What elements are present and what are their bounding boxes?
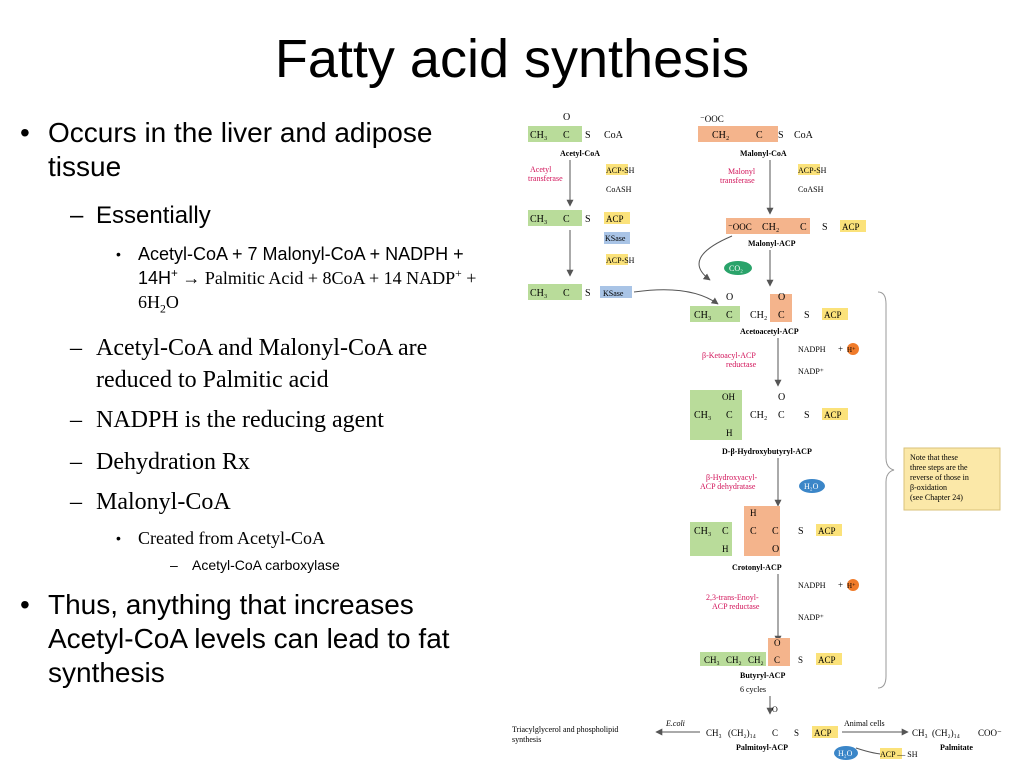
acetoacetyl-acp-label: Acetoacetyl-ACP [740,327,799,336]
c-label: C [726,410,733,421]
dash-marker: – [70,449,82,475]
note-line: three steps are the [910,463,968,472]
palmitoyl-acp-label: Palmitoyl-ACP [736,743,788,752]
s-label: S [798,526,804,537]
equation-part4: O [165,292,179,312]
butyryl-acp-label: Butyryl-ACP [740,671,786,680]
c-label: C [722,526,729,537]
ch2-label: CH₂ [750,410,768,421]
malonyl-transferase-label: Malonyl [728,167,756,176]
e-coli-label: E.coli [666,719,685,728]
sub-malonyl [70,486,486,518]
ch2-label: CH₂ [750,310,768,321]
sub-dehydration-text: Dehydration Rx [96,449,250,475]
h-plus-label: H⁺ [847,346,856,354]
dash-marker: – [70,335,82,361]
bullet-liver [20,116,478,184]
o-label: O [772,705,778,714]
coa-label: CoA [794,130,813,141]
ch3-label: CH₃ [530,214,548,225]
crotonyl-acp-structure [690,506,842,572]
acetyl-coa-structure [528,112,624,158]
animal-cells-label: Animal cells [844,719,885,728]
sub-essentially-text: Essentially [96,202,211,229]
bullet-marker: • [20,589,30,620]
c-label: C [778,310,785,321]
s-label: S [794,728,800,738]
c-label: C [563,214,570,225]
palmitate-label: Palmitate [940,743,973,752]
ch2-14-label: (CH₂)₁₄ [728,728,756,738]
sub-reduced-text: Acetyl-CoA and Malonyl-CoA are reduced to Palmitic acid [96,335,428,393]
dash-marker: – [70,489,82,515]
bullet-liver-text: Occurs in the liver and adipose tissue [48,117,433,182]
o-label: O [563,112,571,123]
c-label: C [800,222,807,233]
nadp-plus-label: NADP⁺ [798,613,825,622]
hydroxyacyl-dehydratase-label2: ACP dehydratase [700,482,756,491]
h-label: H [750,508,757,518]
acetyl-ksase-structure [528,284,632,300]
h2o-label: H₂O [804,482,819,491]
six-cycles-label: 6 cycles [740,685,766,694]
co2-label: CO₂ [729,264,743,273]
nadph-label: NADPH [798,345,826,354]
malonyl-coa-label: Malonyl-CoA [740,149,787,158]
ch2-14-label: (CH₂)₁₄ [932,728,960,738]
h2o-label: H₂O [838,749,853,758]
sub-essentially [70,200,486,232]
hydroxyacyl-dehydratase-label: β-Hydroxyacyl- [706,473,758,482]
hydroxybutyryl-acp-structure [690,390,848,456]
h-plus-label: H⁺ [847,582,856,590]
note-box [904,448,1000,510]
o-label: O [778,292,786,303]
coash-label: CoASH [798,185,824,194]
acp-sh-label: ACP — SH [880,750,918,759]
carboxylase-item [170,556,492,574]
s-label: S [804,410,810,421]
acp-label: ACP [824,410,842,420]
c-label: C [750,526,757,537]
equation-sub: 2 [160,302,166,316]
ooc-label: ⁻OOC [728,222,752,232]
equation-sup2: + [455,267,462,280]
crotonyl-acp-label: Crotonyl-ACP [732,563,782,572]
acetyl-coa-label: Acetyl-CoA [560,149,600,158]
malonyl-acp-structure [726,218,866,248]
slide-title: Fatty acid synthesis [274,29,750,89]
o-label: O [774,638,781,648]
ch3-label: CH₃ [694,410,712,421]
coa-label: CoA [604,130,623,141]
equation-sup: + [171,267,178,280]
acp-label: ACP [606,214,624,224]
ketoacyl-reductase-label: β-Ketoacyl-ACP [702,351,756,360]
carboxylase-text: Acetyl-CoA carboxylase [192,557,340,573]
c-label: C [778,410,785,421]
malonyl-coa-structure [698,114,814,158]
equation-part3: + 6H [138,268,477,312]
acetyl-acp-structure [528,210,630,226]
created-from-item [116,526,488,550]
ch3-label: CH₃ [912,728,928,738]
s-label: S [585,288,591,299]
acp-label: ACP [824,310,842,320]
plus-label: + [838,580,844,590]
enoyl-reductase-label: 2,3-trans-Enoyl- [706,593,759,602]
hydroxybutyryl-acp-label: D-β-Hydroxybutyryl-ACP [722,447,812,456]
plus-label: + [838,344,844,354]
s-label: S [585,130,591,141]
bullet-marker: • [116,530,121,546]
oh-label: OH [722,392,735,402]
c-label: C [772,728,779,738]
ch3-label: CH₃ [706,728,722,738]
note-line: reverse of those in [910,473,969,482]
sub-malonyl-text: Malonyl-CoA [96,489,231,515]
cycle-bracket [878,292,894,688]
acetyl-transferase-label2: transferase [528,174,563,183]
s-label: S [778,130,784,141]
ch2-label: CH₂ [748,655,764,665]
triacylglycerol-label2: synthesis [512,735,542,744]
s-label: S [798,655,804,665]
s-label: S [804,310,810,321]
h-label: H [726,428,733,438]
acetyl-transferase-label: Acetyl [530,165,552,174]
c-label: C [772,526,779,537]
c-label: C [563,288,570,299]
triacylglycerol-label: Triacylglycerol and phospholipid [512,725,619,734]
s-label: S [822,222,828,233]
equation-item [116,242,488,316]
ch3-label: CH₃ [704,655,720,665]
sub-nadph [70,404,486,436]
acetoacetyl-acp-structure [690,292,848,336]
malonyl-acp-label: Malonyl-ACP [748,239,796,248]
ch3-label: CH₃ [694,526,712,537]
acp-sh-label: ACP-SH [798,166,827,175]
dash-marker: – [70,407,82,433]
sub-reduced [70,332,486,396]
ch3-label: CH₃ [530,288,548,299]
palmitoyl-acp-structure [706,705,838,752]
ooc-label: ⁻OOC [700,114,724,124]
s-label: S [585,214,591,225]
sub-nadph-text: NADPH is the reducing agent [96,407,384,433]
acp-label: ACP [818,526,836,536]
equation-part2: → Palmitic Acid + 8CoA + 14 NADP [177,268,456,288]
acp-label: ACP [818,655,836,665]
acp-label: ACP [814,728,832,738]
c-label: C [774,655,781,665]
o-label: O [726,292,734,303]
ksase-label: KSase [603,289,624,298]
ksase-label: KSase [605,234,626,243]
acp-sh-label: ACP-SH [606,166,635,175]
sub-dehydration [70,446,486,478]
bullet-thus-text: Thus, anything that increases Acetyl-CoA levels can lead to fat synthesis [48,589,450,688]
enoyl-reductase-label2: ACP reductase [712,602,760,611]
acp-label: ACP [842,222,860,232]
note-line: (see Chapter 24) [910,493,963,502]
ch2-label: CH₂ [762,222,780,233]
ch2-label: CH₂ [712,130,730,141]
coo-label: COO⁻ [978,728,1002,738]
dash-marker: – [70,202,84,229]
ketoacyl-reductase-label2: reductase [726,360,757,369]
fatty-acid-pathway-diagram [500,108,1024,768]
note-line: β-oxidation [910,483,947,492]
o-label: O [778,392,786,403]
bullet-marker: • [20,117,30,148]
bullet-thus [20,588,478,690]
o-label: O [772,544,780,555]
ch2-label: CH₂ [726,655,742,665]
created-from-text: Created from Acetyl-CoA [138,528,325,548]
c-label: C [726,310,733,321]
ch3-label: CH₃ [694,310,712,321]
ch3-label: CH₃ [530,130,548,141]
nadph-label: NADPH [798,581,826,590]
dash-marker: – [170,557,178,573]
nadp-plus-label: NADP⁺ [798,367,825,376]
c-label: C [756,130,763,141]
note-line: Note that these [910,453,958,462]
coash-label: CoASH [606,185,632,194]
bullet-marker: • [116,246,121,262]
malonyl-transferase-label2: transferase [720,176,755,185]
butyryl-acp-structure [700,638,842,680]
equation-part1: Acetyl-CoA + 7 Malonyl-CoA + NADPH + 14H [138,244,464,288]
c-label: C [563,130,570,141]
acp-sh-label: ACP-SH [606,256,635,265]
h-label: H [722,544,729,554]
